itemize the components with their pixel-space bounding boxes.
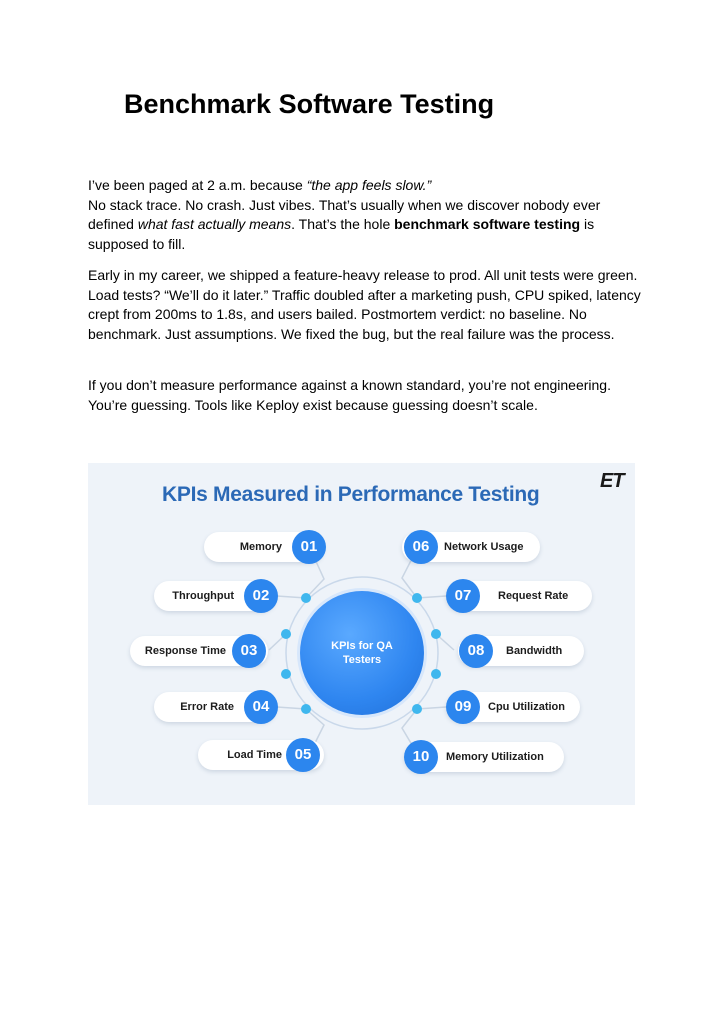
center-label: KPIs for QA Testers (331, 640, 393, 666)
kpi-label: Memory (239, 541, 282, 553)
orbit-dot (281, 629, 291, 639)
kpi-badge: 02 (244, 579, 278, 613)
paragraph-intro (88, 176, 648, 254)
kpi-label: Request Rate (498, 590, 569, 602)
kpi-label: Cpu Utilization (488, 701, 565, 713)
center-circle (300, 591, 424, 715)
kpi-label: Load Time (227, 749, 282, 761)
kpi-badge: 05 (286, 738, 320, 772)
kpi-label: Bandwidth (506, 645, 563, 657)
infographic-title: KPIs Measured in Performance Testing (162, 483, 540, 506)
orbit-dot (281, 669, 291, 679)
kpi-badge: 06 (404, 530, 438, 564)
kpi-badge: 10 (404, 740, 438, 774)
kpi-label: Response Time (144, 645, 226, 657)
intro-line2: No stack trace. No crash. Just vibes. That’s usually when we discover nobody ever defined (88, 196, 601, 232)
orbit-dot (412, 593, 422, 603)
intro-strong: benchmark software testing (394, 216, 581, 232)
orbit-dot (301, 704, 311, 714)
orbit-dot (301, 593, 311, 603)
kpi-badge: 03 (232, 634, 266, 668)
paragraph-conclusion: If you don’t measure performance against a known standard, you’re not engineering. You’re guessing. Tools like Keploy exist because guessing doesn’t scale. (88, 377, 611, 413)
intro-mid: . That’s the hole (291, 216, 395, 232)
intro-emphasis: what fast actually means (137, 216, 292, 232)
page-title: Benchmark Software Testing (124, 89, 495, 119)
kpi-label: Error Rate (180, 701, 234, 713)
kpi-label: Memory Utilization (446, 751, 544, 763)
intro-end: is supposed to fill. (88, 216, 595, 252)
intro-quote: “the app feels slow.” (306, 177, 432, 193)
kpi-badge: 08 (459, 634, 493, 668)
intro-text: I’ve been paged at 2 a.m. because (88, 177, 307, 193)
orbit-dot (431, 629, 441, 639)
kpi-badge: 01 (292, 530, 326, 564)
orbit-dot (412, 704, 422, 714)
orbit-dot (431, 669, 441, 679)
kpi-infographic (88, 463, 635, 805)
et-logo: ET (600, 470, 624, 492)
kpi-badge: 07 (446, 579, 480, 613)
kpi-label: Throughput (172, 590, 234, 602)
kpi-label: Network Usage (444, 541, 524, 553)
paragraph-story: Early in my career, we shipped a feature-heavy release to prod. All unit tests were green. Load tests? “We’ll do it later.” Traffic doubled after a marketing push, CPU spiked, latency crept from 200ms to 1.8s, and users bailed. Postmortem verdict: no baseline. No benchmark. Just assumptions. We fixed the bug, but the real failure was the process. (88, 267, 641, 342)
kpi-badge: 09 (446, 690, 480, 724)
kpi-badge: 04 (244, 690, 278, 724)
